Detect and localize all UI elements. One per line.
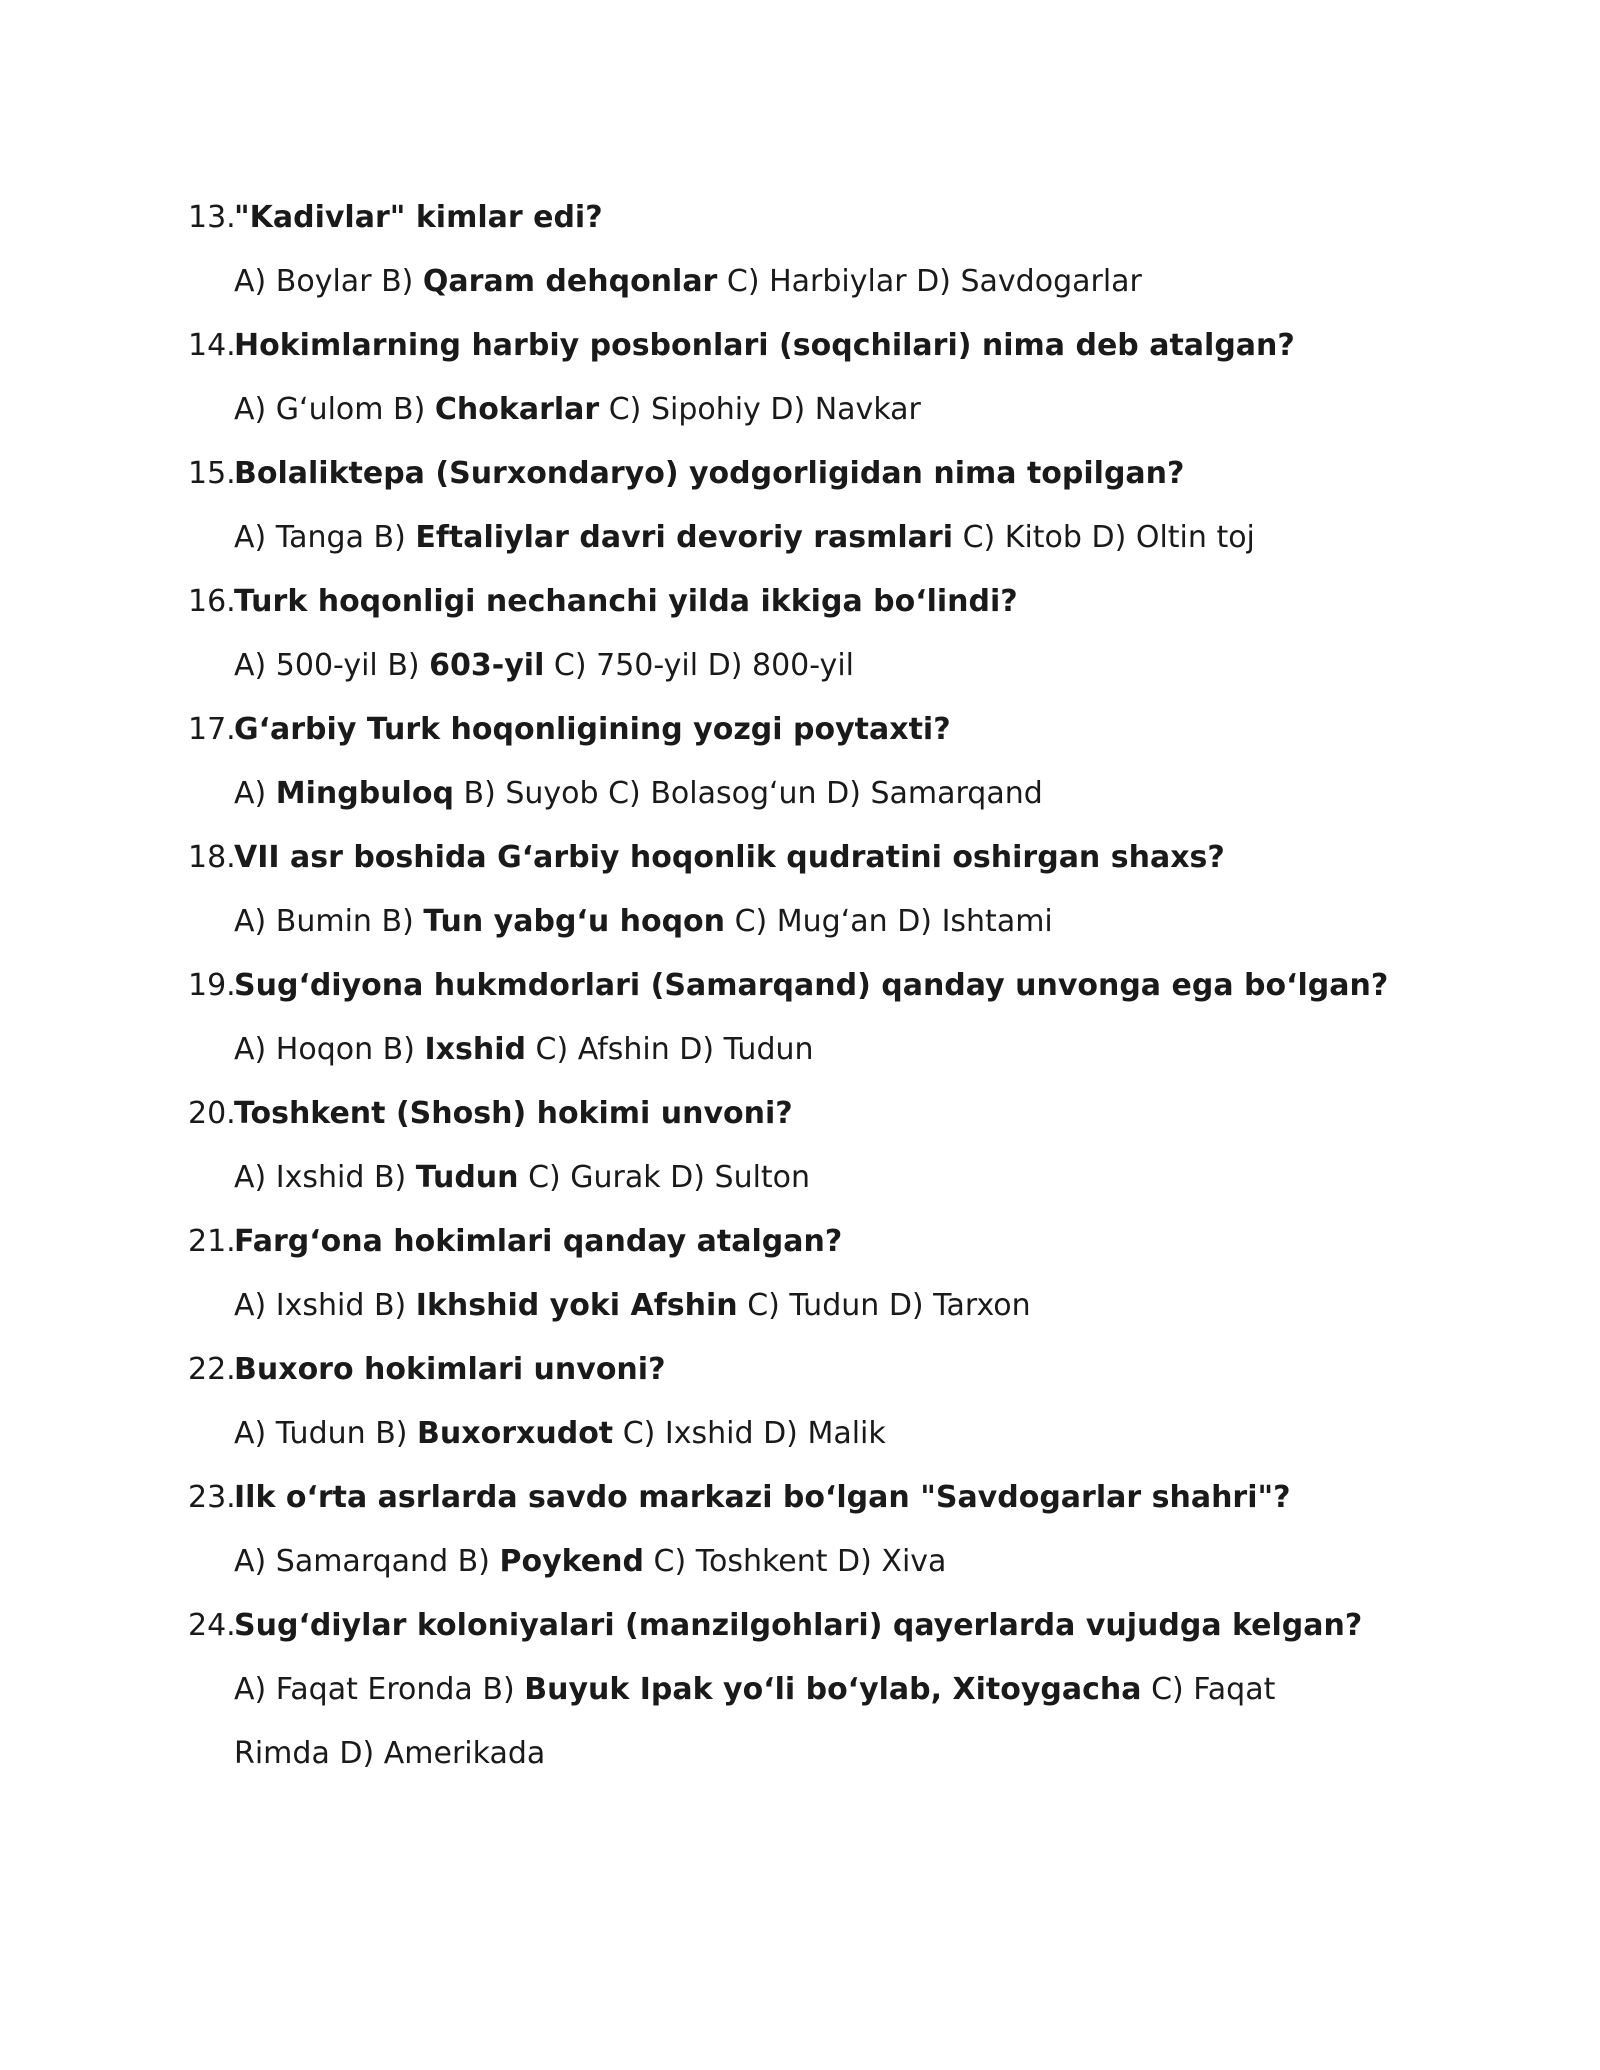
question-line	[188, 1594, 1408, 1658]
question-text: Hokimlarning harbiy posbonlari (soqchilari) nima deb atalgan?	[234, 328, 1295, 363]
option-letter: C)	[653, 1544, 687, 1579]
option-letter: A)	[234, 1288, 267, 1323]
option-letter: A)	[234, 776, 267, 811]
option-text: Sipohiy	[650, 392, 761, 427]
question-line	[188, 1082, 1408, 1146]
option-letter: B)	[381, 264, 414, 299]
question-item	[188, 1338, 1408, 1466]
question-list	[188, 186, 1408, 1786]
option-letter: A)	[234, 1032, 267, 1067]
correct-option-text: Mingbuloq	[275, 776, 454, 811]
option-letter: B)	[393, 392, 426, 427]
question-line	[188, 826, 1408, 890]
option-text: Toshkent	[695, 1544, 828, 1579]
option-letter: A)	[234, 264, 267, 299]
option-text: Faqat Rimda	[234, 1672, 1276, 1771]
option-letter: C)	[962, 520, 996, 555]
question-number: 18.	[188, 840, 236, 875]
option-text: Ishtami	[941, 904, 1053, 939]
option-letter: D)	[1091, 520, 1127, 555]
option-letter: B)	[381, 904, 414, 939]
answer-options	[188, 250, 1408, 314]
option-text: Samarqand	[870, 776, 1043, 811]
correct-option-text: Tudun	[415, 1160, 519, 1195]
correct-option-text: Eftaliylar davri devoriy rasmlari	[415, 520, 954, 555]
question-text: Farg‘ona hokimlari qanday atalgan?	[234, 1224, 843, 1259]
option-text: Harbiylar	[769, 264, 907, 299]
question-text: Sug‘diylar koloniyalari (manzilgohlari) qayerlarda vujudga kelgan?	[234, 1608, 1363, 1643]
option-letter: D)	[888, 1288, 924, 1323]
option-letter: C)	[608, 392, 642, 427]
correct-option-text: 603-yil	[429, 648, 545, 683]
option-text: Amerikada	[383, 1736, 546, 1771]
option-text: 800-yil	[752, 648, 854, 683]
question-number: 22.	[188, 1352, 236, 1387]
option-text: Gurak	[570, 1160, 661, 1195]
question-text: Sug‘diyona hukmdorlari (Samarqand) qanday unvonga ega bo‘lgan?	[234, 968, 1389, 1003]
option-letter: A)	[234, 520, 267, 555]
option-letter: A)	[234, 1416, 267, 1451]
question-number: 17.	[188, 712, 236, 747]
answer-options	[188, 634, 1408, 698]
option-text: Sulton	[714, 1160, 811, 1195]
option-letter: D)	[916, 264, 951, 299]
question-number: 19.	[188, 968, 236, 1003]
question-line	[188, 442, 1408, 506]
question-text: G‘arbiy Turk hoqonligining yozgi poytaxti?	[234, 712, 951, 747]
option-letter: A)	[234, 1672, 267, 1707]
option-text: Tanga	[275, 520, 364, 555]
option-letter: D)	[770, 392, 806, 427]
option-letter: D)	[707, 648, 743, 683]
question-item	[188, 570, 1408, 698]
answer-options	[188, 1658, 1374, 1786]
correct-option-text: Qaram dehqonlar	[422, 264, 718, 299]
option-text: Navkar	[814, 392, 921, 427]
question-text: Bolaliktepa (Surxondaryo) yodgorligidan nima topilgan?	[234, 456, 1185, 491]
option-text: Bolasog‘un	[650, 776, 817, 811]
question-text: "Kadivlar" kimlar edi?	[234, 200, 603, 235]
option-text: Bumin	[275, 904, 372, 939]
question-text: Ilk o‘rta asrlarda savdo markazi bo‘lgan "Savdogarlar shahri"?	[234, 1480, 1291, 1515]
option-letter: C)	[1151, 1672, 1184, 1707]
question-number: 20.	[188, 1096, 236, 1131]
option-letter: C)	[726, 264, 760, 299]
option-letter: D)	[763, 1416, 798, 1451]
option-text: 750-yil	[596, 648, 699, 683]
option-text: Faqat Eronda	[275, 1672, 473, 1707]
option-letter: C)	[528, 1160, 561, 1195]
option-text: 500-yil	[275, 648, 378, 683]
question-line	[188, 314, 1408, 378]
option-text: Xiva	[881, 1544, 947, 1579]
option-text: Ixshid	[275, 1288, 365, 1323]
question-number: 23.	[188, 1480, 236, 1515]
option-text: Tudun	[789, 1288, 880, 1323]
correct-option-text: Poykend	[499, 1544, 644, 1579]
answer-options	[188, 1146, 1408, 1210]
option-letter: A)	[234, 1160, 267, 1195]
answer-options	[188, 1402, 1408, 1466]
option-letter: C)	[734, 904, 768, 939]
option-text: Boylar	[275, 264, 372, 299]
option-text: Malik	[807, 1416, 886, 1451]
option-letter: B)	[375, 1416, 408, 1451]
option-letter: B)	[373, 520, 406, 555]
question-item	[188, 954, 1408, 1082]
answer-options	[188, 378, 1408, 442]
question-number: 16.	[188, 584, 236, 619]
question-text: Toshkent (Shosh) hokimi unvoni?	[234, 1096, 793, 1131]
option-text: Tudun	[723, 1032, 814, 1067]
question-number: 13.	[188, 200, 236, 235]
option-letter: C)	[535, 1032, 569, 1067]
option-text: Kitob	[1004, 520, 1082, 555]
option-letter: A)	[234, 648, 267, 683]
option-letter: D)	[679, 1032, 715, 1067]
option-text: Ixshid	[275, 1160, 365, 1195]
question-line	[188, 1466, 1408, 1530]
option-letter: B)	[387, 648, 420, 683]
option-letter: C)	[747, 1288, 780, 1323]
question-item	[188, 1594, 1408, 1786]
question-line	[188, 186, 1408, 250]
correct-option-text: Tun yabg‘u hoqon	[423, 904, 726, 939]
option-letter: A)	[234, 904, 267, 939]
question-line	[188, 1338, 1408, 1402]
question-item	[188, 442, 1408, 570]
question-text: Turk hoqonligi nechanchi yilda ikkiga bo‘lindi?	[234, 584, 1018, 619]
question-text: Buxoro hokimlari unvoni?	[234, 1352, 666, 1387]
option-letter: B)	[373, 1288, 407, 1323]
option-text: Oltin toj	[1135, 520, 1255, 555]
option-letter: D)	[897, 904, 933, 939]
question-item	[188, 186, 1408, 314]
question-line	[188, 570, 1408, 634]
option-text: Tudun	[275, 1416, 366, 1451]
option-letter: B)	[382, 1032, 415, 1067]
option-text: G‘ulom	[275, 392, 384, 427]
question-item	[188, 826, 1408, 954]
answer-options	[188, 890, 1408, 954]
correct-option-text: Buxorxudot	[417, 1416, 614, 1451]
question-number: 15.	[188, 456, 236, 491]
question-item	[188, 1210, 1408, 1338]
option-text: Ixshid	[664, 1416, 754, 1451]
option-letter: A)	[234, 392, 267, 427]
question-line	[188, 698, 1408, 762]
answer-options	[188, 1018, 1408, 1082]
question-line	[188, 1210, 1408, 1274]
answer-options	[188, 506, 1408, 570]
option-letter: B)	[457, 1544, 490, 1579]
option-text: Suyob	[505, 776, 599, 811]
option-letter: C)	[553, 648, 587, 683]
option-letter: D)	[837, 1544, 872, 1579]
answer-options	[188, 762, 1408, 826]
question-line	[188, 954, 1408, 1018]
question-text: VII asr boshida G‘arbiy hoqonlik qudratini oshirgan shaxs?	[234, 840, 1225, 875]
question-item	[188, 698, 1408, 826]
correct-option-text: Ixshid	[424, 1032, 526, 1067]
answer-options	[188, 1530, 1408, 1594]
option-letter: B)	[373, 1160, 407, 1195]
question-number: 24.	[188, 1608, 236, 1643]
option-letter: D)	[670, 1160, 705, 1195]
correct-option-text: Buyuk Ipak yo‘li bo‘ylab, Xitoygacha	[524, 1672, 1142, 1707]
option-letter: D)	[826, 776, 861, 811]
question-number: 21.	[188, 1224, 236, 1259]
option-text: Samarqand	[275, 1544, 449, 1579]
option-letter: C)	[622, 1416, 656, 1451]
option-text: Hoqon	[275, 1032, 374, 1067]
question-number: 14.	[188, 328, 236, 363]
option-text: Mug‘an	[776, 904, 888, 939]
option-letter: C)	[608, 776, 641, 811]
option-letter: D)	[339, 1736, 375, 1771]
correct-option-text: Chokarlar	[434, 392, 600, 427]
correct-option-text: Ikhshid yoki Afshin	[415, 1288, 738, 1323]
question-item	[188, 1466, 1408, 1594]
option-text: Afshin	[577, 1032, 670, 1067]
question-item	[188, 1082, 1408, 1210]
option-letter: B)	[463, 776, 496, 811]
option-letter: A)	[234, 1544, 267, 1579]
question-item	[188, 314, 1408, 442]
option-text: Tarxon	[933, 1288, 1031, 1323]
option-text: Savdogarlar	[960, 264, 1142, 299]
answer-options	[188, 1274, 1408, 1338]
option-letter: B)	[482, 1672, 515, 1707]
